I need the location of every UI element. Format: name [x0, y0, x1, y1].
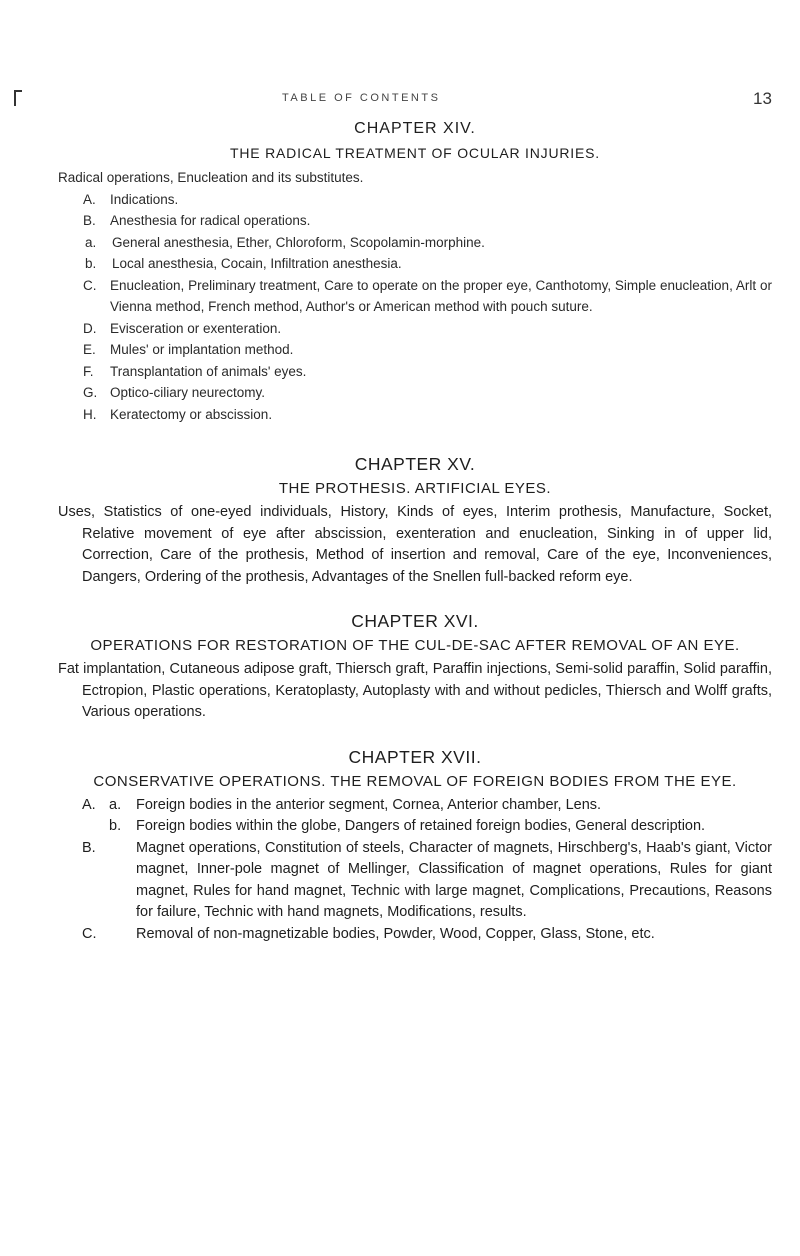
- list-item: B. Anesthesia for radical operations.: [83, 213, 311, 228]
- list-item: F. Transplantation of animals' eyes.: [83, 363, 307, 379]
- list-item: G. Optico-ciliary neurectomy.: [83, 385, 266, 400]
- chapter-title: CONSERVATIVE OPERATIONS. THE REMOVAL OF FOREIGN BODIES FROM THE EYE.: [93, 772, 737, 790]
- list-item: C. Enucleation, Preliminary treatment, Care to operate on the proper eye, Canthotomy, Simple enucleation, Arlt or Vienna method, French method, Author's or American method with pouch suture.: [83, 277, 772, 314]
- chapter-heading: CHAPTER XVI.: [351, 611, 479, 631]
- chapter-xvi: [58, 610, 772, 724]
- list-item: E. Mules' or implantation method.: [83, 342, 294, 357]
- list-item: B. Magnet operations, Constitution of steels, Character of magnets, Hirschberg's, Haab's giant, Victor magnet, Inner-pole magnet of Mellinger, Classification of magnet operations, Rules for giant magnet, Rules for hand magnet, Technic with large magnet, Complications, Precautions, Reasons for failure, Technic with hand magnets, Modifications, results.: [82, 839, 772, 920]
- chapter-body: Uses, Statistics of one-eyed individuals, History, Kinds of eyes, Interim prothesis, Manufacture, Socket, Relative movement of eye after abscission, exenteration and enucleation, Sinking in of upper lid, Correction, Care of the prothesis, Method of insertion and removal, Care of the eye, Inconveniences, Dangers, Ordering of the prothesis, Advantages of the Snellen full-backed reform eye.: [58, 504, 772, 585]
- chapter-title: OPERATIONS FOR RESTORATION OF THE CUL-DE-SAC AFTER REMOVAL OF AN EYE.: [90, 637, 740, 654]
- chapter-heading: CHAPTER XIV.: [354, 120, 476, 137]
- toc-content: [58, 118, 772, 945]
- chapter-title: THE PROTHESIS. ARTIFICIAL EYES.: [278, 480, 552, 497]
- chapter-intro: Radical operations, Enucleation and its substitutes.: [58, 170, 364, 185]
- chapter-xvii: [58, 746, 772, 946]
- chapter-body: Fat implantation, Cutaneous adipose graft, Thiersch graft, Paraffin injections, Semi-solid paraffin, Solid paraffin, Ectropion, Plastic operations, Keratoplasty, Autoplasty with and without pedicles, Thiersch and Wolff grafts, Various operations.: [58, 661, 772, 720]
- list-item: b. Foreign bodies within the globe, Dangers of retained foreign bodies, General description.: [109, 818, 706, 834]
- chapter-xv: [58, 453, 772, 588]
- list-item: H. Keratectomy or abscission.: [83, 406, 273, 422]
- list-subitem: a. General anesthesia, Ether, Chloroform, Scopolamin-morphine.: [85, 234, 485, 250]
- list-item: A. Indications.: [83, 191, 179, 207]
- list-subitem: b. Local anesthesia, Cocain, Infiltration anesthesia.: [85, 256, 402, 271]
- chapter-xiv: [58, 118, 772, 425]
- running-head-title: TABLE OF CONTENTS: [282, 92, 441, 104]
- list-item: D. Evisceration or exenteration.: [83, 320, 282, 336]
- corner-mark: [14, 90, 22, 106]
- list-item: C. Removal of non-magnetizable bodies, Powder, Wood, Copper, Glass, Stone, etc.: [82, 925, 655, 942]
- chapter-heading: CHAPTER XVII.: [348, 746, 482, 767]
- chapter-heading: CHAPTER XV.: [354, 454, 476, 474]
- page-number: 13: [753, 89, 772, 108]
- list-item: A. a. Foreign bodies in the anterior segment, Cornea, Anterior chamber, Lens.: [82, 796, 602, 813]
- chapter-title: THE RADICAL TREATMENT OF OCULAR INJURIES.: [230, 145, 600, 161]
